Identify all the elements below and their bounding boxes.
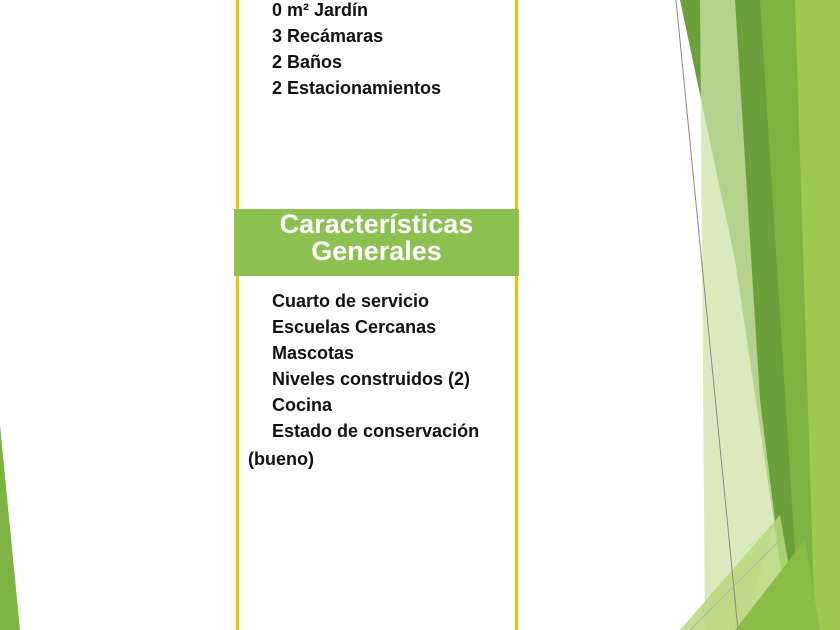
section-heading-line2: Generales (311, 236, 442, 266)
list-item: 2 Estacionamientos (272, 78, 442, 98)
list-item: Escuelas Cercanas (272, 317, 437, 337)
list-item: 0 m² Jardín (272, 0, 369, 20)
general-features-list (272, 288, 479, 444)
section-heading-line1: Características (279, 209, 474, 239)
section-heading (234, 209, 519, 276)
list-item-continuation: (bueno) (248, 449, 314, 469)
list-item: 3 Recámaras (272, 26, 384, 46)
features-list (272, 0, 441, 101)
list-item: Niveles construidos (2) (272, 369, 471, 389)
list-item: Estado de conservación (272, 421, 480, 441)
left-green-sliver (0, 425, 20, 630)
list-item: Cocina (272, 395, 333, 415)
list-item: 2 Baños (272, 52, 343, 72)
list-item: Mascotas (272, 343, 355, 363)
list-item: Cuarto de servicio (272, 291, 430, 311)
